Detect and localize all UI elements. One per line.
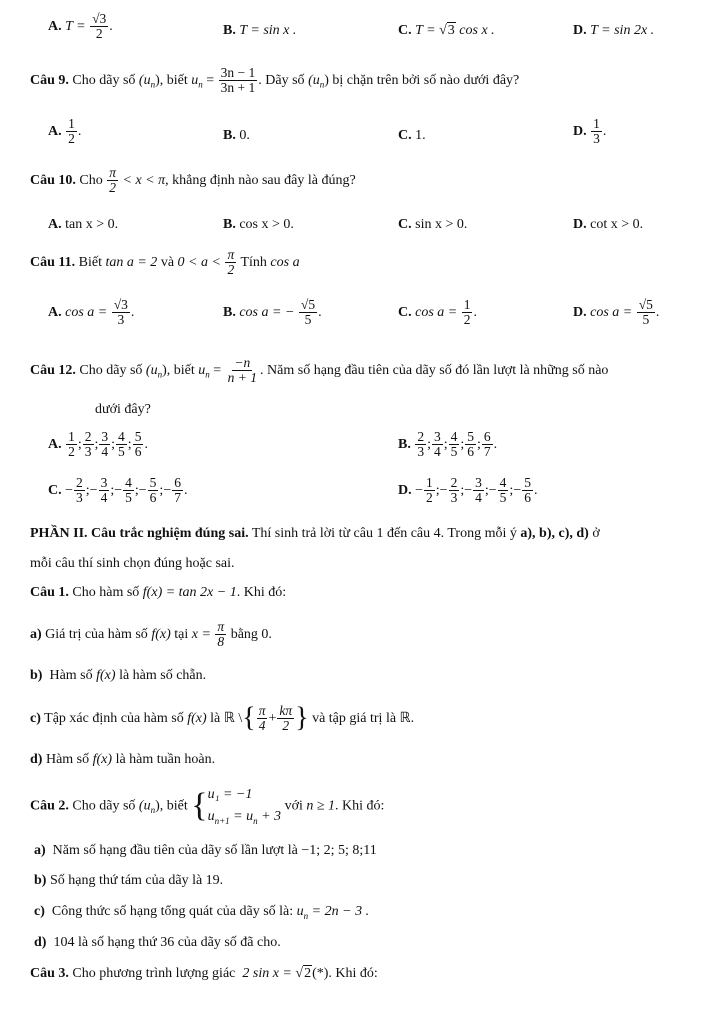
separator: ; xyxy=(427,436,431,452)
minus-sign: − xyxy=(89,482,98,498)
p2q2-statement-c: c) Công thức số hạng tổng quát của dãy số là: $u_n = 2n - 3$ . xyxy=(34,904,370,921)
minus-sign: − xyxy=(464,482,473,498)
fraction: $\frac{√5}{5}$ xyxy=(300,297,316,328)
q11-option-c: C. cos a = $\frac{1}{2}$ . xyxy=(398,297,477,328)
separator: ; xyxy=(159,482,164,498)
question-12: Câu 12. Cho dãy số $(u_n)$, biết $u_n$ = $\frac{-n}{n + 1}$ . Năm số hạng đầu tiên của dãy số đó lần lượt là những số nào xyxy=(30,355,609,386)
q12-option-c: C. − $\frac{2}{3}$ ;− $\frac{3}{4}$ ;− $\frac{4}{5}$ ;− $\frac{5}{6}$ ;− $\frac{6}{7}$ . xyxy=(48,475,188,506)
q11-option-d: D. cos a = $\frac{√5}{5}$ . xyxy=(573,297,660,328)
p2q1-statement-a: a) Giá trị của hàm số f(x) tại x = $\frac{\pi}{8}$ bằng 0. xyxy=(30,619,272,650)
fraction: $\frac{2}{3}$ xyxy=(76,475,83,506)
minus-sign: − xyxy=(114,482,123,498)
separator: . xyxy=(493,436,498,452)
fraction: $\frac{3}{4}$ xyxy=(100,475,108,506)
fraction: $\frac{5}{6}$ xyxy=(149,475,157,506)
q11-option-a: A. cos a = $\frac{√3}{3}$ . xyxy=(48,297,135,328)
fraction: $\frac{4}{5}$ xyxy=(499,475,507,506)
fraction: $\frac{1}{2}$ xyxy=(68,116,75,147)
p2q2-statement-d: d) 104 là số hạng thứ 36 của dãy số đã cho. xyxy=(34,935,281,950)
fraction: $\frac{5}{6}$ xyxy=(134,429,142,460)
fraction: $\frac{6}{7}$ xyxy=(174,475,181,506)
separator: ; xyxy=(111,436,116,452)
part2-intro: PHẦN II. Câu trắc nghiệm đúng sai. Thí sinh trả lời từ câu 1 đến câu 4. Trong mỗi ý a), b), c), d) ở xyxy=(30,526,600,541)
separator: ; xyxy=(484,482,489,498)
separator: ; xyxy=(477,436,481,452)
option-expr-prefix: T = xyxy=(65,18,86,34)
q10-option-d: D. cot x > 0. xyxy=(573,217,644,232)
fraction: $\frac{5}{6}$ xyxy=(524,475,531,506)
separator: . xyxy=(533,482,538,498)
question-11: Câu 11. Biết tan a = 2 và 0 < a < $\frac{\pi}{2}$ Tính cos a xyxy=(30,247,300,278)
minus-sign: − xyxy=(415,482,424,498)
p2-question-3: Câu 3. Cho phương trình lượng giác 2 sin x = √2(*). Khi đó: xyxy=(30,966,378,981)
fraction: $\frac{3}{4}$ xyxy=(433,429,441,460)
separator: ; xyxy=(460,482,465,498)
fraction: $\frac{4}{5}$ xyxy=(450,429,458,460)
minus-sign: − xyxy=(163,482,172,498)
q12-option-b: B. $\frac{2}{3}$ ; $\frac{3}{4}$ ; $\frac{4}{5}$ ; $\frac{5}{6}$ ; $\frac{6}{7}$ . xyxy=(398,429,498,460)
minus-sign: − xyxy=(138,482,147,498)
separator: ; xyxy=(435,482,440,498)
question-10: Câu 10. Cho $\frac{\pi}{2}$ < x < π, khẳng định nào sau đây là đúng? xyxy=(30,165,356,196)
minus-sign: − xyxy=(513,482,522,498)
minus-sign: − xyxy=(439,482,448,498)
part2-intro-line2: mỗi câu thí sinh chọn đúng hoặc sai. xyxy=(30,556,235,571)
p2q2-statement-a: a) Năm số hạng đầu tiên của dãy số lần lượt là −1; 2; 5; 8;11 xyxy=(34,843,377,858)
separator: ; xyxy=(460,436,465,452)
q12-option-d: D. − $\frac{1}{2}$ ;− $\frac{2}{3}$ ;− $\frac{3}{4}$ ;− $\frac{4}{5}$ ;− $\frac{5}{6}$ . xyxy=(398,475,538,506)
fraction: $\frac{1}{2}$ xyxy=(463,297,471,328)
question-label: Câu 9. xyxy=(30,72,69,88)
sqrt: √3 xyxy=(439,23,455,38)
q8-option-a: A. T = $\frac{√3}{2}$ . xyxy=(48,11,113,42)
fraction: $\frac{4}{5}$ xyxy=(125,475,132,506)
system-brace: { xyxy=(191,787,208,825)
fraction: $\frac{1}{3}$ xyxy=(593,116,600,147)
fraction: $\frac{6}{7}$ xyxy=(483,429,491,460)
separator: ; xyxy=(443,436,448,452)
q10-option-a: A. tan x > 0. xyxy=(48,217,119,232)
fraction: $\frac{2}{3}$ xyxy=(84,429,92,460)
q11-option-b: B. cos a = − $\frac{√5}{5}$ . xyxy=(223,297,322,328)
q9-option-b: B. 0. xyxy=(223,128,250,143)
q8-option-b: B. T = sin x . xyxy=(223,23,297,38)
q10-option-b: B. cos x > 0. xyxy=(223,217,294,232)
q9-option-d: D. $\frac{1}{3}$ . xyxy=(573,116,607,147)
fraction: $\frac{√3}{3}$ xyxy=(113,297,128,328)
minus-sign: − xyxy=(65,482,74,498)
fraction: $\frac{\pi}{4}$ xyxy=(258,703,266,734)
separator: ; xyxy=(77,436,82,452)
right-brace: } xyxy=(295,702,309,734)
p2q1-statement-c: c) Tập xác định của hàm số f(x) là ℝ \{ $\frac{\pi}{4}$ + $\frac{k\pi}{2}$ } và tập giá trị là ℝ. xyxy=(30,702,415,734)
fraction: $\frac{1}{2}$ xyxy=(68,429,75,460)
fraction: $\frac{\pi}{8}$ xyxy=(217,619,225,650)
fraction: $\frac{3n - 1}{3n + 1}$ xyxy=(220,65,256,96)
p2-question-2: Câu 2. Cho dãy số $(u_n)$, biết { u₁ = −1 $u_{n+1} = u_n + 3$ với n ≥ 1. Khi đó: xyxy=(30,784,384,828)
separator: ; xyxy=(85,482,90,498)
fraction: $\frac{√5}{5}$ xyxy=(638,297,653,328)
fraction: $\frac{5}{6}$ xyxy=(467,429,475,460)
p2-question-1: Câu 1. Cho hàm số f(x) = tan 2x − 1. Khi đó: xyxy=(30,585,287,600)
separator: ; xyxy=(94,436,99,452)
question-12-line2: dưới đây? xyxy=(95,402,151,417)
fraction: $\frac{3}{4}$ xyxy=(475,475,482,506)
minus-sign: − xyxy=(488,482,497,498)
fraction: $\frac{3}{4}$ xyxy=(101,429,109,460)
q8-option-d: D. T = sin 2x . xyxy=(573,23,655,38)
q8-option-c: C. T = √3 cos x . xyxy=(398,23,495,38)
fraction: $\frac{k\pi}{2}$ xyxy=(279,703,293,734)
fraction: $\frac{\pi}{2}$ xyxy=(109,165,117,196)
option-label: A. xyxy=(48,18,62,34)
question-9: Câu 9. Cho dãy số $(u_n)$, biết $u_n$ = $\frac{3n - 1}{3n + 1}$ . Dãy số $(u_n)$ bị chặn trên bởi số nào dưới đây? xyxy=(30,65,520,96)
q10-option-c: C. sin x > 0. xyxy=(398,217,468,232)
q12-option-a: A. $\frac{1}{2}$ ; $\frac{2}{3}$ ; $\frac{3}{4}$ ; $\frac{4}{5}$ ; $\frac{5}{6}$ . xyxy=(48,429,148,460)
system-cases: u₁ = −1 $u_{n+1} = u_n + 3$ xyxy=(207,787,282,826)
fraction: $\frac{-n}{n + 1}$ xyxy=(227,355,258,386)
part2-title: PHẦN II. Câu trắc nghiệm đúng sai. xyxy=(30,526,249,541)
fraction: $\frac{2}{3}$ xyxy=(450,475,458,506)
p2q1-statement-d: d) Hàm số f(x) là hàm tuần hoàn. xyxy=(30,752,216,767)
q9-option-c: C. 1. xyxy=(398,128,426,143)
sqrt: √2 xyxy=(295,966,312,981)
q9-option-a: A. $\frac{1}{2}$ . xyxy=(48,116,82,147)
fraction: $\frac{\pi}{2}$ xyxy=(227,247,235,278)
p2q1-statement-b: b) Hàm số f(x) là hàm số chẵn. xyxy=(30,668,207,683)
left-brace: { xyxy=(242,702,256,734)
separator: . xyxy=(183,482,188,498)
separator: ; xyxy=(127,436,132,452)
fraction: $\frac{√3}{2}$ xyxy=(92,11,107,42)
p2q2-statement-b: b) Số hạng thứ tám của dãy là 19. xyxy=(34,873,224,888)
fraction: $\frac{2}{3}$ xyxy=(417,429,425,460)
separator: ; xyxy=(134,482,139,498)
fraction: $\frac{1}{2}$ xyxy=(426,475,433,506)
separator: ; xyxy=(509,482,514,498)
fraction: $\frac{4}{5}$ xyxy=(118,429,125,460)
separator: ; xyxy=(110,482,115,498)
separator: . xyxy=(144,436,148,452)
